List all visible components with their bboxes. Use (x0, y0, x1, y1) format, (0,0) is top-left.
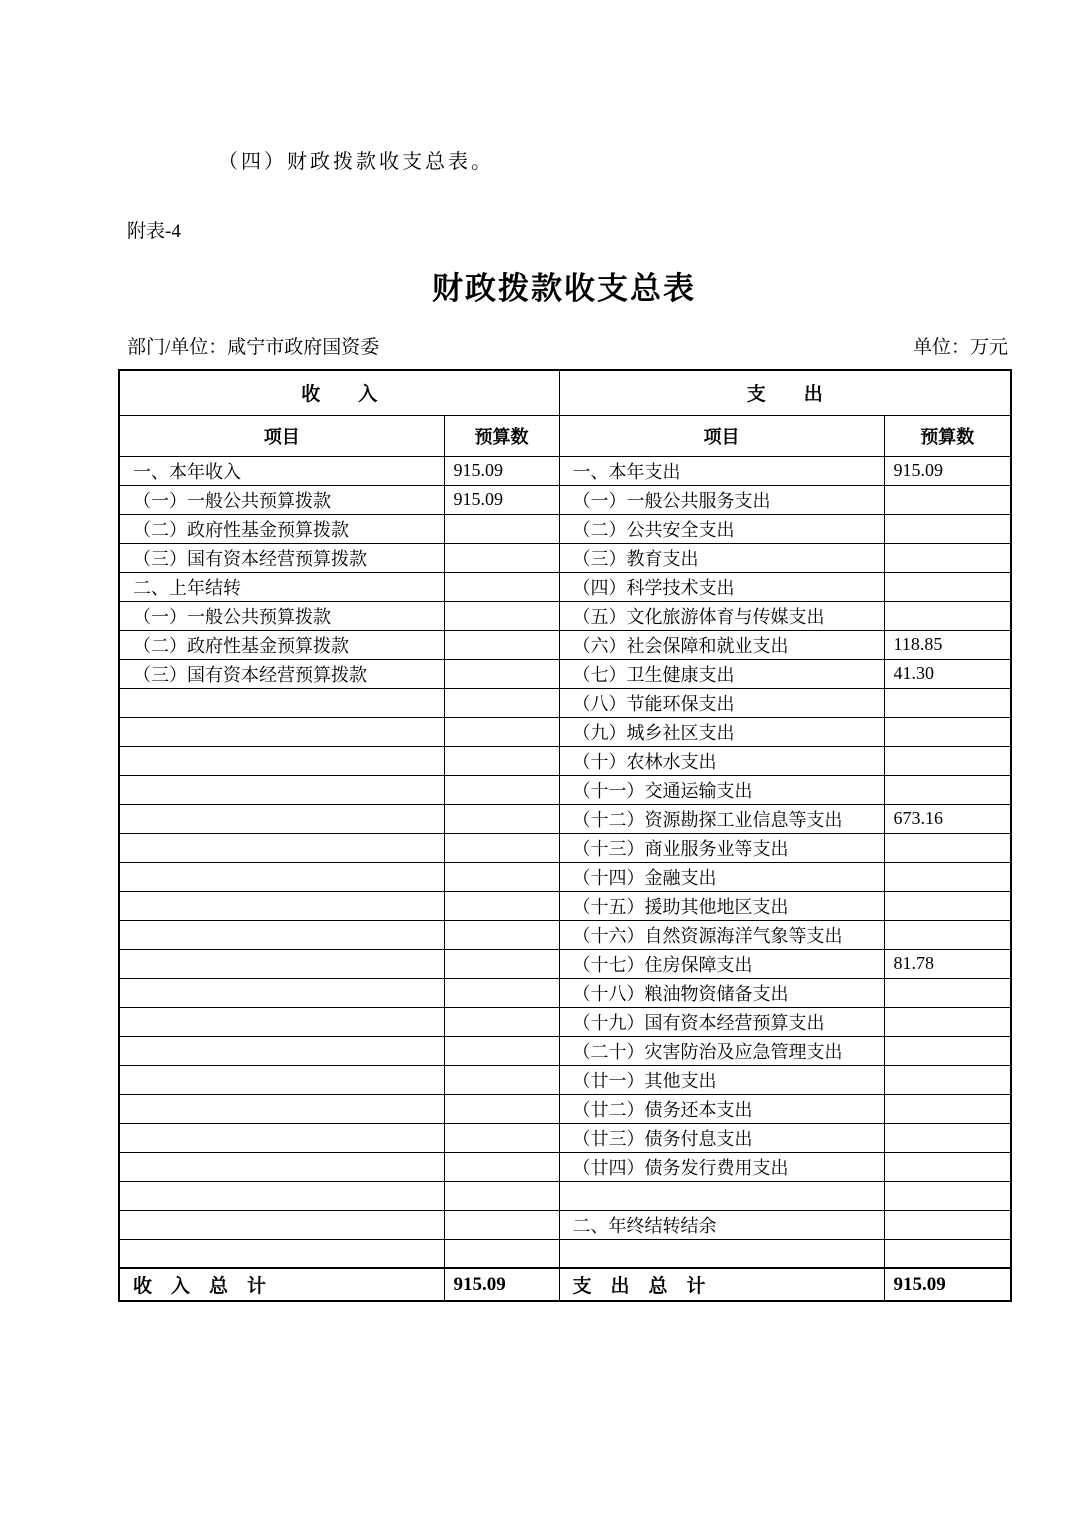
table-body (119, 456, 1011, 1268)
expense-value-cell (884, 1181, 1011, 1210)
expense-value-cell (884, 543, 1011, 572)
income-item-cell: （二）政府性基金预算拨款 (119, 630, 444, 659)
income-item-cell (119, 1065, 444, 1094)
expense-item-cell: （三）教育支出 (559, 543, 884, 572)
expense-item-cell: （七）卫生健康支出 (559, 659, 884, 688)
expense-total-label: 支 出 总 计 (559, 1268, 884, 1301)
income-value-cell (444, 1239, 559, 1268)
expense-item-cell: （十）农林水支出 (559, 746, 884, 775)
expense-value-cell (884, 1239, 1011, 1268)
department-label: 部门/单位：咸宁市政府国资委 (127, 337, 380, 358)
expense-item-cell: （十一）交通运输支出 (559, 775, 884, 804)
table-row (119, 1239, 1011, 1268)
expense-item-cell: （十八）粮油物资储备支出 (559, 978, 884, 1007)
income-item-cell (119, 1094, 444, 1123)
table-row (119, 891, 1011, 920)
table-row (119, 456, 1011, 485)
attachment-label: 附表-4 (127, 221, 181, 242)
expense-item-cell: （十四）金融支出 (559, 862, 884, 891)
table-row (119, 978, 1011, 1007)
table-row (119, 804, 1011, 833)
income-item-cell (119, 746, 444, 775)
expense-item-cell (559, 1239, 884, 1268)
expense-value-cell (884, 1123, 1011, 1152)
unit-label: 单位：万元 (912, 337, 1008, 358)
income-value-cell (444, 543, 559, 572)
expense-item-cell: （廿三）债务付息支出 (559, 1123, 884, 1152)
income-item-cell (119, 1181, 444, 1210)
table-row (119, 1123, 1011, 1152)
income-budget-column-header: 预算数 (444, 415, 559, 456)
expense-value-cell (884, 1036, 1011, 1065)
table-row (119, 746, 1011, 775)
expense-value-cell: 118.85 (884, 630, 1011, 659)
income-value-cell (444, 804, 559, 833)
expense-value-cell (884, 1065, 1011, 1094)
income-item-cell (119, 1007, 444, 1036)
income-value-cell (444, 862, 559, 891)
expense-item-cell: （十三）商业服务业等支出 (559, 833, 884, 862)
expense-item-cell: （十五）援助其他地区支出 (559, 891, 884, 920)
income-item-cell: （三）国有资本经营预算拨款 (119, 659, 444, 688)
expense-item-cell: （九）城乡社区支出 (559, 717, 884, 746)
page-title: 财政拨款收支总表 (432, 271, 696, 306)
income-item-cell (119, 833, 444, 862)
expense-value-cell: 673.16 (884, 804, 1011, 833)
income-total-label: 收 入 总 计 (119, 1268, 444, 1301)
income-value-cell: 915.09 (444, 456, 559, 485)
expense-value-cell (884, 601, 1011, 630)
table-row (119, 514, 1011, 543)
expense-item-cell: （廿一）其他支出 (559, 1065, 884, 1094)
income-value-cell (444, 601, 559, 630)
income-item-cell: 二、上年结转 (119, 572, 444, 601)
expense-section-header: 支 出 (559, 370, 1011, 415)
expense-item-cell: （二）公共安全支出 (559, 514, 884, 543)
income-value-cell (444, 688, 559, 717)
table-row (119, 833, 1011, 862)
expense-item-cell: （廿四）债务发行费用支出 (559, 1152, 884, 1181)
expense-value-cell (884, 1094, 1011, 1123)
expense-budget-column-header: 预算数 (884, 415, 1011, 456)
table-row (119, 862, 1011, 891)
expense-item-cell: （二十）灾害防治及应急管理支出 (559, 1036, 884, 1065)
expense-value-cell (884, 775, 1011, 804)
income-item-cell (119, 717, 444, 746)
income-value-cell (444, 1007, 559, 1036)
income-value-cell (444, 978, 559, 1007)
income-item-column-header: 项目 (119, 415, 444, 456)
income-value-cell (444, 1181, 559, 1210)
expense-value-cell (884, 862, 1011, 891)
expense-value-cell (884, 688, 1011, 717)
income-value-cell (444, 1123, 559, 1152)
income-section-header: 收 入 (119, 370, 559, 415)
table-row (119, 1210, 1011, 1239)
income-value-cell (444, 1036, 559, 1065)
expense-value-cell (884, 1210, 1011, 1239)
expense-value-cell (884, 978, 1011, 1007)
income-value-cell (444, 746, 559, 775)
expense-value-cell (884, 833, 1011, 862)
income-value-cell (444, 1094, 559, 1123)
expense-item-cell: （四）科学技术支出 (559, 572, 884, 601)
expense-value-cell (884, 1152, 1011, 1181)
income-item-cell (119, 1152, 444, 1181)
table-row (119, 543, 1011, 572)
income-item-cell (119, 1210, 444, 1239)
income-value-cell (444, 775, 559, 804)
income-item-cell (119, 775, 444, 804)
expense-item-cell (559, 1181, 884, 1210)
table-row (119, 1065, 1011, 1094)
meta-row (118, 332, 1010, 359)
document-page (118, 0, 1010, 1302)
table-row (119, 1152, 1011, 1181)
income-value-cell (444, 920, 559, 949)
income-item-cell: （一）一般公共预算拨款 (119, 485, 444, 514)
income-item-cell: （三）国有资本经营预算拨款 (119, 543, 444, 572)
table-row (119, 717, 1011, 746)
expense-item-cell: （十七）住房保障支出 (559, 949, 884, 978)
income-item-cell (119, 1123, 444, 1152)
income-value-cell (444, 1065, 559, 1094)
income-item-cell (119, 891, 444, 920)
table-row (119, 485, 1011, 514)
income-item-cell: （一）一般公共预算拨款 (119, 601, 444, 630)
expense-value-cell: 915.09 (884, 456, 1011, 485)
expense-item-cell: （十六）自然资源海洋气象等支出 (559, 920, 884, 949)
table-row (119, 688, 1011, 717)
income-value-cell: 915.09 (444, 485, 559, 514)
expense-item-cell: （一）一般公共服务支出 (559, 485, 884, 514)
expense-item-column-header: 项目 (559, 415, 884, 456)
intro-paragraph: （四）财政拨款收支总表。 (218, 151, 494, 173)
income-value-cell (444, 949, 559, 978)
expense-item-cell: （廿二）债务还本支出 (559, 1094, 884, 1123)
expense-value-cell (884, 572, 1011, 601)
table-row (119, 659, 1011, 688)
income-item-cell (119, 949, 444, 978)
section-header-row (119, 370, 1011, 415)
income-item-cell (119, 920, 444, 949)
column-header-row (119, 415, 1011, 456)
income-item-cell (119, 1036, 444, 1065)
table-row (119, 920, 1011, 949)
table-row (119, 601, 1011, 630)
income-item-cell (119, 1239, 444, 1268)
expense-item-cell: （十九）国有资本经营预算支出 (559, 1007, 884, 1036)
income-value-cell (444, 717, 559, 746)
table-row (119, 1007, 1011, 1036)
expense-value-cell (884, 746, 1011, 775)
income-value-cell (444, 514, 559, 543)
expense-item-cell: （十二）资源勘探工业信息等支出 (559, 804, 884, 833)
budget-table (118, 369, 1012, 1302)
income-item-cell (119, 804, 444, 833)
expense-item-cell: 一、本年支出 (559, 456, 884, 485)
income-value-cell (444, 833, 559, 862)
expense-item-cell: 二、年终结转结余 (559, 1210, 884, 1239)
expense-value-cell (884, 485, 1011, 514)
expense-item-cell: （五）文化旅游体育与传媒支出 (559, 601, 884, 630)
expense-value-cell (884, 514, 1011, 543)
income-value-cell (444, 659, 559, 688)
income-value-cell (444, 572, 559, 601)
income-total-value: 915.09 (444, 1268, 559, 1301)
income-item-cell (119, 978, 444, 1007)
income-value-cell (444, 891, 559, 920)
table-row (119, 1181, 1011, 1210)
total-row (119, 1268, 1011, 1301)
table-row (119, 630, 1011, 659)
income-item-cell: 一、本年收入 (119, 456, 444, 485)
income-value-cell (444, 1152, 559, 1181)
income-item-cell (119, 862, 444, 891)
table-row (119, 572, 1011, 601)
table-row (119, 949, 1011, 978)
expense-item-cell: （八）节能环保支出 (559, 688, 884, 717)
expense-value-cell (884, 891, 1011, 920)
table-row (119, 775, 1011, 804)
expense-value-cell: 81.78 (884, 949, 1011, 978)
income-item-cell (119, 688, 444, 717)
table-row (119, 1094, 1011, 1123)
expense-total-value: 915.09 (884, 1268, 1011, 1301)
expense-item-cell: （六）社会保障和就业支出 (559, 630, 884, 659)
table-row (119, 1036, 1011, 1065)
income-value-cell (444, 1210, 559, 1239)
expense-value-cell (884, 920, 1011, 949)
expense-value-cell: 41.30 (884, 659, 1011, 688)
income-item-cell: （二）政府性基金预算拨款 (119, 514, 444, 543)
expense-value-cell (884, 1007, 1011, 1036)
expense-value-cell (884, 717, 1011, 746)
income-value-cell (444, 630, 559, 659)
